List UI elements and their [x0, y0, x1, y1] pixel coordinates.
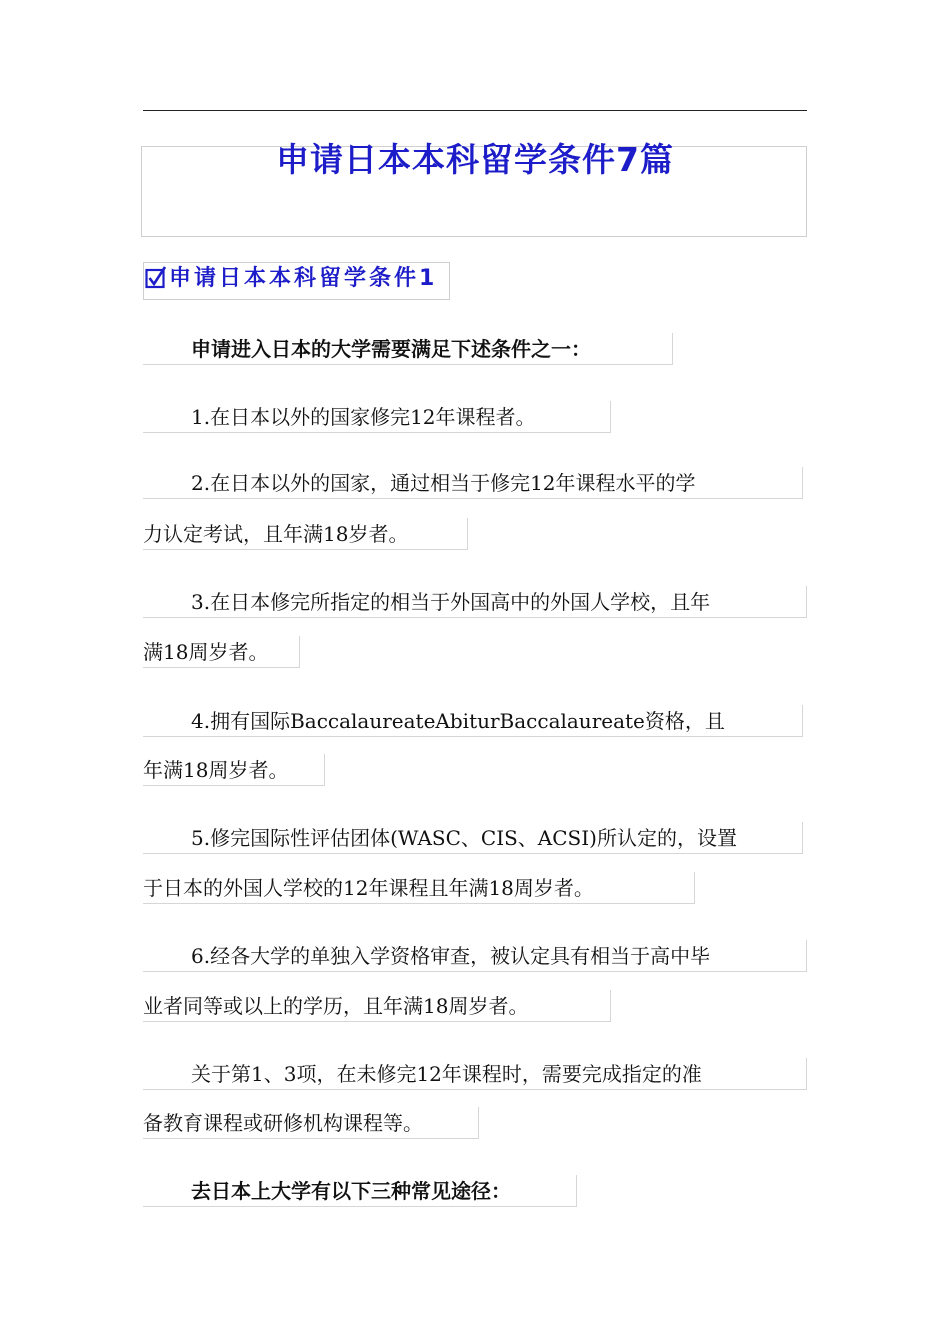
- top-rule: [143, 110, 807, 111]
- paragraph-item-5-line-1: 5.修完国际性评估团体(WASC、CIS、ACSI)所认定的，设置: [143, 822, 803, 854]
- paragraph-item-3-line-1: 3.在日本修完所指定的相当于外国高中的外国人学校，且年: [143, 586, 807, 618]
- paragraph-item-1: 1.在日本以外的国家修完12年课程者。: [143, 401, 611, 433]
- paragraph-note-line-2: 备教育课程或研修机构课程等。: [143, 1107, 479, 1139]
- section-heading-text: 申请日本本科留学条件1: [169, 266, 438, 291]
- paragraph-item-3-line-2: 满18周岁者。: [143, 636, 300, 668]
- paragraph-item-2-line-1: 2.在日本以外的国家，通过相当于修完12年课程水平的学: [143, 467, 803, 499]
- paragraph-item-6-line-2: 业者同等或以上的学历，且年满18周岁者。: [143, 990, 611, 1022]
- paragraph-note-line-1: 关于第1、3项，在未修完12年课程时，需要完成指定的准: [143, 1058, 807, 1090]
- document-title: 申请日本本科留学条件7篇: [276, 140, 674, 179]
- paragraph-item-4-line-1: 4.拥有国际BaccalaureateAbiturBaccalaureate资格，且: [143, 705, 803, 737]
- paragraph-routes-heading: 去日本上大学有以下三种常见途径：: [143, 1175, 577, 1207]
- paragraph-item-4-line-2: 年满18周岁者。: [143, 754, 325, 786]
- paragraph-item-5-line-2: 于日本的外国人学校的12年课程且年满18周岁者。: [143, 872, 695, 904]
- section-heading: [145, 262, 437, 296]
- paragraph-item-6-line-1: 6.经各大学的单独入学资格审查，被认定具有相当于高中毕: [143, 940, 807, 972]
- checkbox-checked-icon: [145, 265, 167, 289]
- paragraph-intro: 申请进入日本的大学需要满足下述条件之一：: [143, 333, 673, 365]
- paragraph-item-2-line-2: 力认定考试，且年满18岁者。: [143, 518, 468, 550]
